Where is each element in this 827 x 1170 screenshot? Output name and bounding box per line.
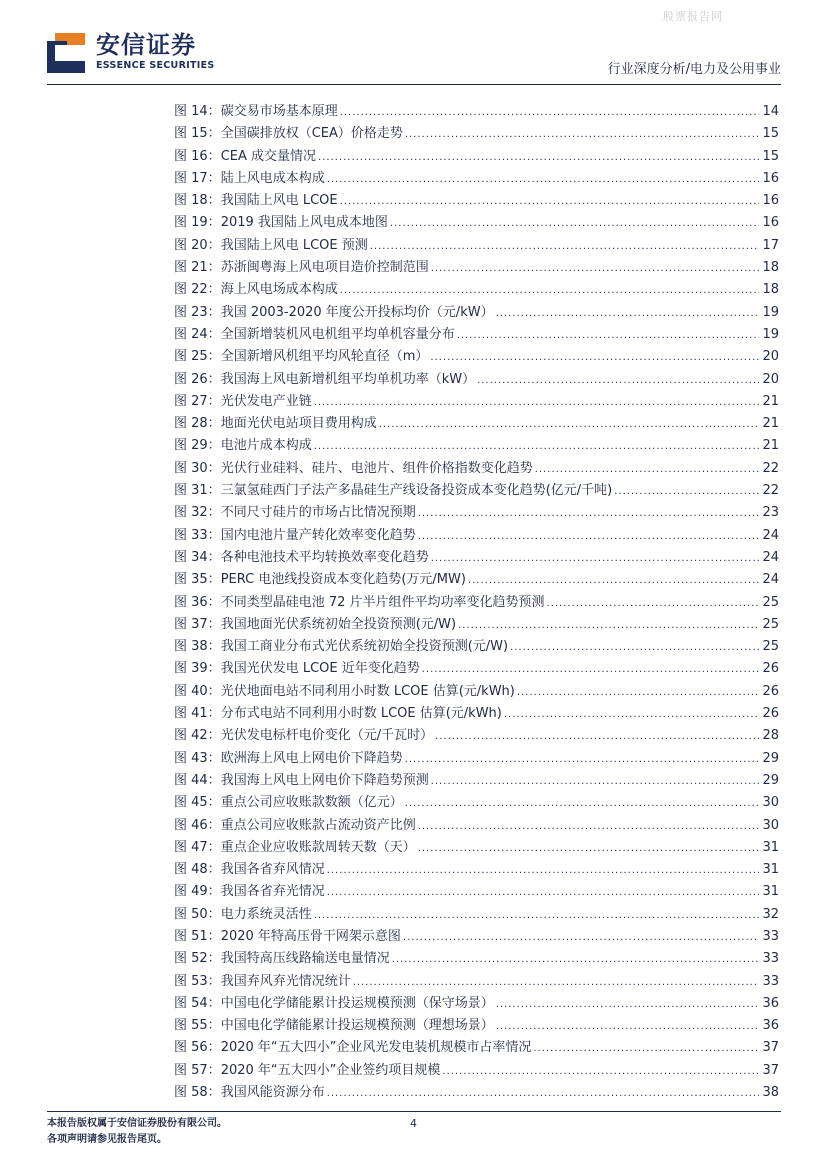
toc-figure-number: 图 36： <box>174 594 221 610</box>
toc-figure-title[interactable]: 我国特高压线路输送电量情况 <box>220 951 390 967</box>
toc-figure-number: 图 15： <box>174 126 221 142</box>
toc-page-number[interactable]: 19 <box>762 326 779 342</box>
toc-figure-number: 图 20： <box>174 237 221 253</box>
toc-figure-title[interactable]: 光伏行业硅料、硅片、电池片、组件价格指数变化趋势 <box>220 460 533 476</box>
toc-dot-leader <box>340 280 759 302</box>
toc-entry[interactable] <box>174 369 779 391</box>
toc-figure-number: 图 26： <box>174 371 221 387</box>
toc-dot-leader <box>431 771 759 793</box>
toc-entry[interactable] <box>174 1060 779 1082</box>
toc-page-number[interactable]: 24 <box>762 527 779 543</box>
toc-figure-title[interactable]: 我国 2003-2020 年度公开投标均价（元/kW） <box>220 304 494 320</box>
toc-figure-title[interactable]: 陆上风电成本构成 <box>220 170 325 186</box>
toc-entry[interactable] <box>174 413 779 435</box>
toc-dot-leader <box>442 1061 759 1083</box>
toc-page-number[interactable]: 16 <box>762 193 779 209</box>
toc-entry[interactable] <box>174 346 779 368</box>
toc-figure-number: 图 41： <box>174 706 221 722</box>
toc-page-number[interactable]: 26 <box>762 683 779 699</box>
toc-figure-title[interactable]: 我国工商业分布式光伏系统初始全投资预测(元/W) <box>220 639 509 655</box>
toc-dot-leader <box>327 1083 759 1105</box>
toc-dot-leader <box>327 860 759 882</box>
toc-page-number[interactable]: 21 <box>762 393 779 409</box>
toc-entry[interactable] <box>174 904 779 926</box>
toc-figure-number: 图 54： <box>174 995 221 1011</box>
toc-dot-leader <box>496 1016 759 1038</box>
toc-dot-leader <box>370 236 759 258</box>
toc-page-number[interactable]: 24 <box>762 549 779 565</box>
toc-entry[interactable] <box>174 257 779 279</box>
toc-figure-number: 图 29： <box>174 438 221 454</box>
toc-entry[interactable] <box>174 770 779 792</box>
toc-figure-title[interactable]: 2019 我国陆上风电成本地图 <box>220 215 388 231</box>
toc-dot-leader <box>353 972 759 994</box>
toc-figure-title[interactable]: 国内电池片量产转化效率变化趋势 <box>220 527 416 543</box>
toc-figure-number: 图 18： <box>174 193 221 209</box>
footer-divider <box>47 1111 781 1112</box>
toc-figure-number: 图 53： <box>174 973 221 989</box>
toc-figure-title[interactable]: 电力系统灵活性 <box>220 906 312 922</box>
toc-page-number[interactable]: 20 <box>762 371 779 387</box>
toc-figure-title[interactable]: 光伏发电标杆电价变化（元/千瓦时） <box>220 728 434 744</box>
toc-figure-number: 图 39： <box>174 661 221 677</box>
toc-entry[interactable] <box>174 636 779 658</box>
toc-figure-number: 图 44： <box>174 772 221 788</box>
toc-page-number[interactable]: 22 <box>762 460 779 476</box>
toc-entry[interactable] <box>174 302 779 324</box>
toc-figure-number: 图 14： <box>174 104 221 119</box>
toc-entry[interactable] <box>174 391 779 413</box>
toc-dot-leader <box>535 459 759 481</box>
toc-dot-leader <box>435 726 759 748</box>
toc-figure-title[interactable]: 我国海上风电新增机组平均单机功率（kW） <box>220 371 476 387</box>
toc-figure-number: 图 27： <box>174 393 221 409</box>
toc-figure-title[interactable]: 我国海上风电上网电价下降趋势预测 <box>220 772 429 788</box>
toc-page-number[interactable]: 37 <box>762 1040 779 1056</box>
toc-dot-leader <box>430 347 759 369</box>
toc-page-number[interactable]: 31 <box>762 839 779 855</box>
toc-figure-title[interactable]: CEA 成交量情况 <box>220 148 317 164</box>
toc-figure-title[interactable]: 我国弃风弃光情况统计 <box>220 973 351 989</box>
toc-figure-number: 图 48： <box>174 862 221 878</box>
toc-page-number[interactable]: 16 <box>762 215 779 231</box>
toc-entry[interactable] <box>174 212 779 234</box>
toc-entry[interactable] <box>174 279 779 301</box>
toc-dot-leader <box>614 481 759 503</box>
toc-dot-leader <box>547 593 760 615</box>
toc-dot-leader <box>340 102 759 124</box>
toc-dot-leader <box>314 905 759 927</box>
toc-figure-number: 图 17： <box>174 170 221 186</box>
figure-index-list <box>174 101 779 1104</box>
toc-figure-number: 图 52： <box>174 951 221 967</box>
toc-figure-title[interactable]: 三氯氢硅西门子法产多晶硅生产线设备投资成本变化趋势(亿元/千吨) <box>220 483 613 499</box>
toc-figure-title[interactable]: 电池片成本构成 <box>220 438 312 454</box>
toc-dot-leader <box>517 682 759 704</box>
toc-figure-number: 图 30： <box>174 460 221 476</box>
toc-page-number[interactable]: 29 <box>762 772 779 788</box>
toc-figure-title[interactable]: PERC 电池线投资成本变化趋势(万元/MW) <box>220 572 466 588</box>
toc-page-number[interactable]: 37 <box>762 1062 779 1078</box>
toc-figure-title[interactable]: 苏浙闽粤海上风电项目造价控制范围 <box>220 260 429 276</box>
toc-dot-leader <box>510 637 759 659</box>
toc-page-number[interactable]: 26 <box>762 706 779 722</box>
toc-entry[interactable] <box>174 926 779 948</box>
toc-page-number[interactable]: 31 <box>762 862 779 878</box>
toc-entry[interactable] <box>174 168 779 190</box>
toc-entry[interactable] <box>174 725 779 747</box>
toc-dot-leader <box>318 147 759 169</box>
toc-page-number[interactable]: 15 <box>762 126 779 142</box>
footer-copyright: 本报告版权属于安信证券股份有限公司。 <box>47 1118 227 1129</box>
toc-page-number[interactable]: 22 <box>762 483 779 499</box>
toc-dot-leader <box>327 882 759 904</box>
toc-figure-number: 图 42： <box>174 728 221 744</box>
toc-entry[interactable] <box>174 815 779 837</box>
toc-figure-number: 图 49： <box>174 884 221 900</box>
toc-figure-title[interactable]: 我国地面光伏系统初始全投资预测(元/W) <box>220 616 457 632</box>
toc-figure-title[interactable]: 分布式电站不同利用小时数 LCOE 估算(元/kWh) <box>220 706 502 722</box>
watermark: 股票报告网 <box>663 10 723 23</box>
toc-page-number[interactable]: 30 <box>762 795 779 811</box>
logo-english-name: ESSENCE SECURITIES <box>96 60 215 71</box>
toc-figure-title[interactable]: 重点公司应收账款数额（亿元） <box>220 795 403 811</box>
toc-figure-title[interactable]: 我国光伏发电 LCOE 近年变化趋势 <box>220 661 420 677</box>
toc-entry[interactable] <box>174 993 779 1015</box>
toc-figure-number: 图 21： <box>174 260 221 276</box>
toc-figure-title[interactable]: 全国新增装机风电机组平均单机容量分布 <box>220 326 455 342</box>
toc-page-number[interactable]: 28 <box>762 728 779 744</box>
toc-page-number[interactable]: 25 <box>762 594 779 610</box>
toc-figure-title[interactable]: 我国各省弃风情况 <box>220 862 325 878</box>
toc-page-number[interactable]: 25 <box>762 616 779 632</box>
toc-dot-leader <box>340 191 759 213</box>
toc-page-number[interactable]: 19 <box>762 304 779 320</box>
toc-figure-number: 图 58： <box>174 1085 221 1101</box>
toc-entry[interactable] <box>174 1015 779 1037</box>
toc-figure-number: 图 37： <box>174 616 221 632</box>
toc-page-number[interactable]: 18 <box>762 282 779 298</box>
toc-page-number[interactable]: 31 <box>762 884 779 900</box>
toc-page-number[interactable]: 25 <box>762 639 779 655</box>
toc-figure-title[interactable]: 我国风能资源分布 <box>220 1085 325 1101</box>
toc-figure-number: 图 43： <box>174 750 221 766</box>
toc-dot-leader <box>431 548 759 570</box>
toc-dot-leader <box>327 169 759 191</box>
logo-chinese-name: 安信证券 <box>96 31 196 59</box>
toc-entry[interactable] <box>174 1037 779 1059</box>
toc-page-number[interactable]: 15 <box>762 148 779 164</box>
toc-dot-leader <box>477 370 759 392</box>
toc-page-number[interactable]: 26 <box>762 661 779 677</box>
toc-figure-title[interactable]: 我国各省弃光情况 <box>220 884 325 900</box>
toc-dot-leader <box>405 793 759 815</box>
toc-entry[interactable] <box>174 123 779 145</box>
toc-dot-leader <box>504 704 759 726</box>
toc-dot-leader <box>405 749 759 771</box>
toc-entry[interactable] <box>174 837 779 859</box>
toc-dot-leader <box>496 303 759 325</box>
report-category: 行业深度分析/电力及公用事业 <box>607 62 781 77</box>
toc-page-number[interactable]: 32 <box>762 906 779 922</box>
toc-entry[interactable] <box>174 592 779 614</box>
toc-dot-leader <box>405 124 759 146</box>
toc-entry[interactable] <box>174 948 779 970</box>
toc-page-number[interactable]: 33 <box>762 951 779 967</box>
toc-figure-title[interactable]: 2020 年“五大四小”企业签约项目规模 <box>220 1062 441 1078</box>
toc-entry[interactable] <box>174 502 779 524</box>
toc-page-number[interactable]: 18 <box>762 260 779 276</box>
toc-figure-number: 图 51： <box>174 928 221 944</box>
toc-entry[interactable] <box>174 525 779 547</box>
toc-figure-title[interactable]: 地面光伏电站项目费用构成 <box>220 416 377 432</box>
toc-figure-title[interactable]: 碳交易市场基本原理 <box>220 104 338 119</box>
toc-dot-leader <box>422 659 759 681</box>
toc-figure-number: 图 57： <box>174 1062 221 1078</box>
toc-dot-leader <box>533 1038 759 1060</box>
toc-figure-title[interactable]: 光伏地面电站不同利用小时数 LCOE 估算(元/kWh) <box>220 683 515 699</box>
toc-figure-number: 图 16： <box>174 148 221 164</box>
toc-entry[interactable] <box>174 859 779 881</box>
toc-entry[interactable] <box>174 614 779 636</box>
toc-entry[interactable] <box>174 971 779 993</box>
toc-figure-title[interactable]: 欧洲海上风电上网电价下降趋势 <box>220 750 403 766</box>
toc-figure-number: 图 28： <box>174 416 221 432</box>
toc-figure-number: 图 22： <box>174 282 221 298</box>
toc-dot-leader <box>403 927 759 949</box>
toc-page-number[interactable]: 23 <box>762 505 779 521</box>
toc-figure-title[interactable]: 重点企业应收账款周转天数（天） <box>220 839 416 855</box>
header-divider <box>47 84 781 85</box>
toc-dot-leader <box>390 213 759 235</box>
toc-page-number[interactable]: 36 <box>762 995 779 1011</box>
toc-figure-title[interactable]: 全国新增风机组平均风轮直径（m） <box>220 349 429 365</box>
toc-page-number[interactable]: 21 <box>762 416 779 432</box>
toc-page-number[interactable]: 29 <box>762 750 779 766</box>
toc-figure-number: 图 40： <box>174 683 221 699</box>
toc-entry[interactable] <box>174 435 779 457</box>
toc-figure-number: 图 32： <box>174 505 221 521</box>
page-number: 4 <box>410 1117 417 1130</box>
toc-page-number[interactable]: 17 <box>762 237 779 253</box>
toc-figure-title[interactable]: 2020 年“五大四小”企业风光发电装机规模市占率情况 <box>220 1040 532 1056</box>
toc-entry[interactable] <box>174 547 779 569</box>
toc-figure-number: 图 23： <box>174 304 221 320</box>
toc-page-number[interactable]: 38 <box>762 1085 779 1101</box>
toc-dot-leader <box>418 838 759 860</box>
toc-dot-leader <box>418 526 759 548</box>
toc-dot-leader <box>392 949 759 971</box>
toc-entry[interactable] <box>174 658 779 680</box>
toc-figure-title[interactable]: 我国陆上风电 LCOE <box>220 193 338 209</box>
toc-dot-leader <box>458 615 759 637</box>
toc-dot-leader <box>379 414 759 436</box>
toc-entry[interactable] <box>174 235 779 257</box>
toc-dot-leader <box>468 570 759 592</box>
toc-page-number[interactable]: 24 <box>762 572 779 588</box>
toc-figure-number: 图 34： <box>174 549 221 565</box>
toc-dot-leader <box>314 392 759 414</box>
toc-entry[interactable] <box>174 458 779 480</box>
toc-figure-title[interactable]: 全国碳排放权（CEA）价格走势 <box>220 126 403 142</box>
toc-dot-leader <box>457 325 759 347</box>
toc-entry[interactable] <box>174 703 779 725</box>
toc-page-number[interactable]: 36 <box>762 1018 779 1034</box>
toc-figure-number: 图 47： <box>174 839 221 855</box>
toc-dot-leader <box>418 816 759 838</box>
toc-figure-title[interactable]: 各种电池技术平均转换效率变化趋势 <box>220 549 429 565</box>
toc-entry[interactable] <box>174 748 779 770</box>
toc-page-number[interactable]: 14 <box>762 104 779 119</box>
toc-figure-title[interactable]: 光伏发电产业链 <box>220 393 312 409</box>
toc-figure-title[interactable]: 2020 年特高压骨干网架示意图 <box>220 928 401 944</box>
toc-figure-number: 图 45： <box>174 795 221 811</box>
toc-entry[interactable] <box>174 569 779 591</box>
toc-entry[interactable] <box>174 681 779 703</box>
toc-figure-title[interactable]: 我国陆上风电 LCOE 预测 <box>220 237 368 253</box>
toc-figure-number: 图 35： <box>174 572 221 588</box>
toc-figure-number: 图 55： <box>174 1018 221 1034</box>
toc-figure-number: 图 33： <box>174 527 221 543</box>
toc-page-number[interactable]: 33 <box>762 928 779 944</box>
toc-figure-title[interactable]: 不同类型晶硅电池 72 片半片组件平均功率变化趋势预测 <box>220 594 545 610</box>
toc-dot-leader <box>314 436 759 458</box>
toc-figure-number: 图 25： <box>174 349 221 365</box>
toc-figure-title[interactable]: 中国电化学储能累计投运规模预测（保守场景） <box>220 995 494 1011</box>
toc-entry[interactable] <box>174 480 779 502</box>
toc-figure-title[interactable]: 中国电化学储能累计投运规模预测（理想场景） <box>220 1018 494 1034</box>
toc-figure-number: 图 56： <box>174 1040 221 1056</box>
toc-entry[interactable] <box>174 190 779 212</box>
footer-disclaimer: 各项声明请参见报告尾页。 <box>47 1134 167 1145</box>
toc-entry[interactable] <box>174 1082 779 1104</box>
toc-dot-leader <box>418 503 759 525</box>
toc-entry[interactable] <box>174 881 779 903</box>
toc-figure-number: 图 24： <box>174 326 221 342</box>
toc-figure-title[interactable]: 不同尺寸硅片的市场占比情况预期 <box>220 505 416 521</box>
toc-figure-number: 图 50： <box>174 906 221 922</box>
toc-figure-title[interactable]: 重点公司应收账款占流动资产比例 <box>220 817 416 833</box>
toc-page-number[interactable]: 20 <box>762 349 779 365</box>
toc-entry[interactable] <box>174 146 779 168</box>
toc-figure-number: 图 46： <box>174 817 221 833</box>
toc-figure-number: 图 19： <box>174 215 221 231</box>
toc-dot-leader <box>431 258 759 280</box>
toc-figure-title[interactable]: 海上风电场成本构成 <box>220 282 338 298</box>
toc-figure-number: 图 38： <box>174 639 221 655</box>
toc-figure-number: 图 31： <box>174 483 221 499</box>
essence-logo-icon <box>47 33 85 73</box>
toc-page-number[interactable]: 33 <box>762 973 779 989</box>
toc-entry[interactable] <box>174 792 779 814</box>
toc-entry[interactable] <box>174 101 779 123</box>
toc-page-number[interactable]: 21 <box>762 438 779 454</box>
toc-dot-leader <box>496 994 759 1016</box>
toc-page-number[interactable]: 16 <box>762 170 779 186</box>
toc-entry[interactable] <box>174 324 779 346</box>
toc-page-number[interactable]: 30 <box>762 817 779 833</box>
